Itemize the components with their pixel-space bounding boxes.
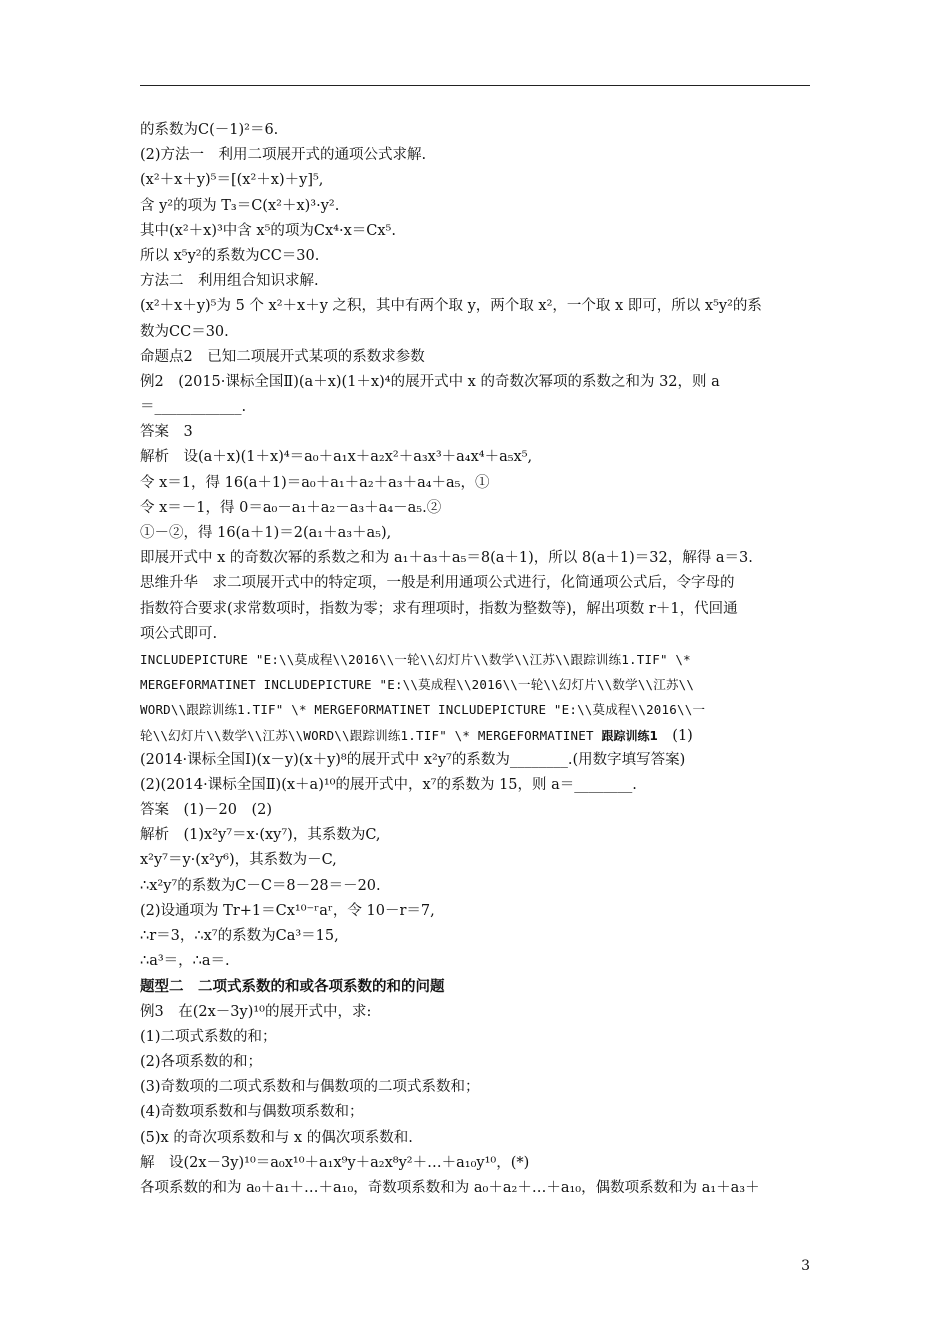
text-line: 各项系数的和为 a₀＋a₁＋…＋a₁₀，奇数项系数和为 a₀＋a₂＋…＋a₁₀，偶数项系数和为 a₁＋a₃＋: [140, 1179, 760, 1196]
text-line: (5)x 的奇次项系数和与 x 的偶次项系数和.: [140, 1129, 413, 1146]
tracking-exercise-number: (1): [657, 727, 693, 744]
text-line: (1)二项式系数的和；: [140, 1028, 277, 1045]
text-line: ∴a³＝，∴a＝.: [140, 953, 230, 970]
text-line: 其中(x²＋x)³中含 x⁵的项为Cx⁴·x＝Cx⁵.: [140, 222, 396, 239]
text-line: 的系数为C(－1)²＝6.: [140, 122, 279, 138]
text-line: 例2 (2015·课标全国Ⅱ)(a＋x)(1＋x)⁴的展开式中 x 的奇数次幂项的系数之和为 32，则 a: [140, 373, 720, 390]
text-line: 答案 (1)－20 (2): [140, 802, 273, 819]
text-line: ＝____________.: [140, 399, 247, 416]
include-field-line-with-tag: [140, 723, 810, 748]
text-line: 答案 3: [140, 424, 193, 441]
text-line: 例3 在(2x－3y)¹⁰的展开式中，求:: [140, 1003, 372, 1020]
page-content: [140, 118, 810, 1201]
text-line: (2)设通项为 Tr+1＝Cx¹⁰⁻ʳaʳ，令 10－r＝7,: [140, 902, 435, 919]
include-field-text: 轮\\幻灯片\\数学\\江苏\\WORD\\跟踪训练1.TIF" \* MERGEFORMATINET: [140, 727, 602, 743]
text-line: (2)方法一 利用二项展开式的通项公式求解.: [140, 147, 427, 164]
text-line: (2)(2014·课标全国Ⅱ)(x＋a)¹⁰的展开式中，x⁷的系数为 15，则 a＝________.: [140, 776, 637, 793]
include-field-line: INCLUDEPICTURE "E:\\莫成程\\2016\\一轮\\幻灯片\\数学\\江苏\\跟踪训练1.TIF" \*: [140, 651, 691, 667]
text-line: (x²＋x＋y)⁵为 5 个 x²＋x＋y 之积，其中有两个取 y，两个取 x²，一个取 x 即可，所以 x⁵y²的系: [140, 298, 762, 315]
text-line: (2)各项系数的和；: [140, 1053, 263, 1070]
text-line: 指数符合要求(求常数项时，指数为零；求有理项时，指数为整数等)，解出项数 r＋1，代回通: [140, 600, 738, 617]
text-line: 项公式即可.: [140, 625, 218, 642]
text-line: 方法二 利用组合知识求解.: [140, 273, 319, 290]
text-line: (2014·课标全国Ⅰ)(x－y)(x＋y)⁸的展开式中 x²y⁷的系数为________.(用数字填写答案): [140, 751, 686, 768]
text-line: 所以 x⁵y²的系数为CC＝30.: [140, 247, 320, 264]
text-line: 即展开式中 x 的奇数次幂的系数之和为 a₁＋a₃＋a₅＝8(a＋1)，所以 8(a＋1)＝32，解得 a＝3.: [140, 550, 753, 567]
text-line: 含 y²的项为 T₃＝C(x²＋x)³·y².: [140, 197, 340, 214]
text-line: 令 x＝－1，得 0＝a₀－a₁＋a₂－a₃＋a₄－a₅.②: [140, 499, 442, 516]
header-rule: [140, 85, 810, 86]
text-line: (3)奇数项的二项式系数和与偶数项的二项式系数和；: [140, 1079, 480, 1096]
text-line: ①－②，得 16(a＋1)＝2(a₁＋a₃＋a₅),: [140, 525, 392, 541]
text-line: 解析 (1)x²y⁷＝x·(xy⁷)，其系数为C,: [140, 827, 381, 844]
text-line: 命题点2 已知二项展开式某项的系数求参数: [140, 348, 425, 365]
text-line: 令 x＝1，得 16(a＋1)＝a₀＋a₁＋a₂＋a₃＋a₄＋a₅，①: [140, 474, 490, 491]
include-field-line: WORD\\跟踪训练1.TIF" \* MERGEFORMATINET INCLUDEPICTURE "E:\\莫成程\\2016\\一: [140, 702, 706, 718]
text-line: ∴r＝3，∴x⁷的系数为Ca³＝15,: [140, 928, 339, 944]
text-line: 解 设(2x－3y)¹⁰＝a₀x¹⁰＋a₁x⁹y＋a₂x⁸y²＋…＋a₁₀y¹⁰，(*): [140, 1154, 530, 1171]
text-line: 解析 设(a＋x)(1＋x)⁴＝a₀＋a₁x＋a₂x²＋a₃x³＋a₄x⁴＋a₅x⁵,: [140, 449, 533, 466]
text-line: 数为CC＝30.: [140, 323, 229, 340]
text-line: (x²＋x＋y)⁵＝[(x²＋x)＋y]⁵,: [140, 172, 324, 189]
page-number: 3: [801, 1258, 810, 1274]
text-line: ∴x²y⁷的系数为C－C＝8－28＝－20.: [140, 877, 381, 894]
text-line: x²y⁷＝y·(x²y⁶)，其系数为－C,: [140, 852, 337, 869]
include-field-line: MERGEFORMATINET INCLUDEPICTURE "E:\\莫成程\\2016\\一轮\\幻灯片\\数学\\江苏\\: [140, 677, 695, 693]
text-line: 思维升华 求二项展开式中的特定项，一般是利用通项公式进行，化简通项公式后，令字母的: [140, 575, 735, 592]
section-heading: 题型二 二项式系数的和或各项系数的和的问题: [140, 978, 445, 996]
text-line: (4)奇数项系数和与偶数项系数和；: [140, 1104, 364, 1121]
tracking-exercise-tag: 跟踪训练1: [601, 728, 658, 743]
